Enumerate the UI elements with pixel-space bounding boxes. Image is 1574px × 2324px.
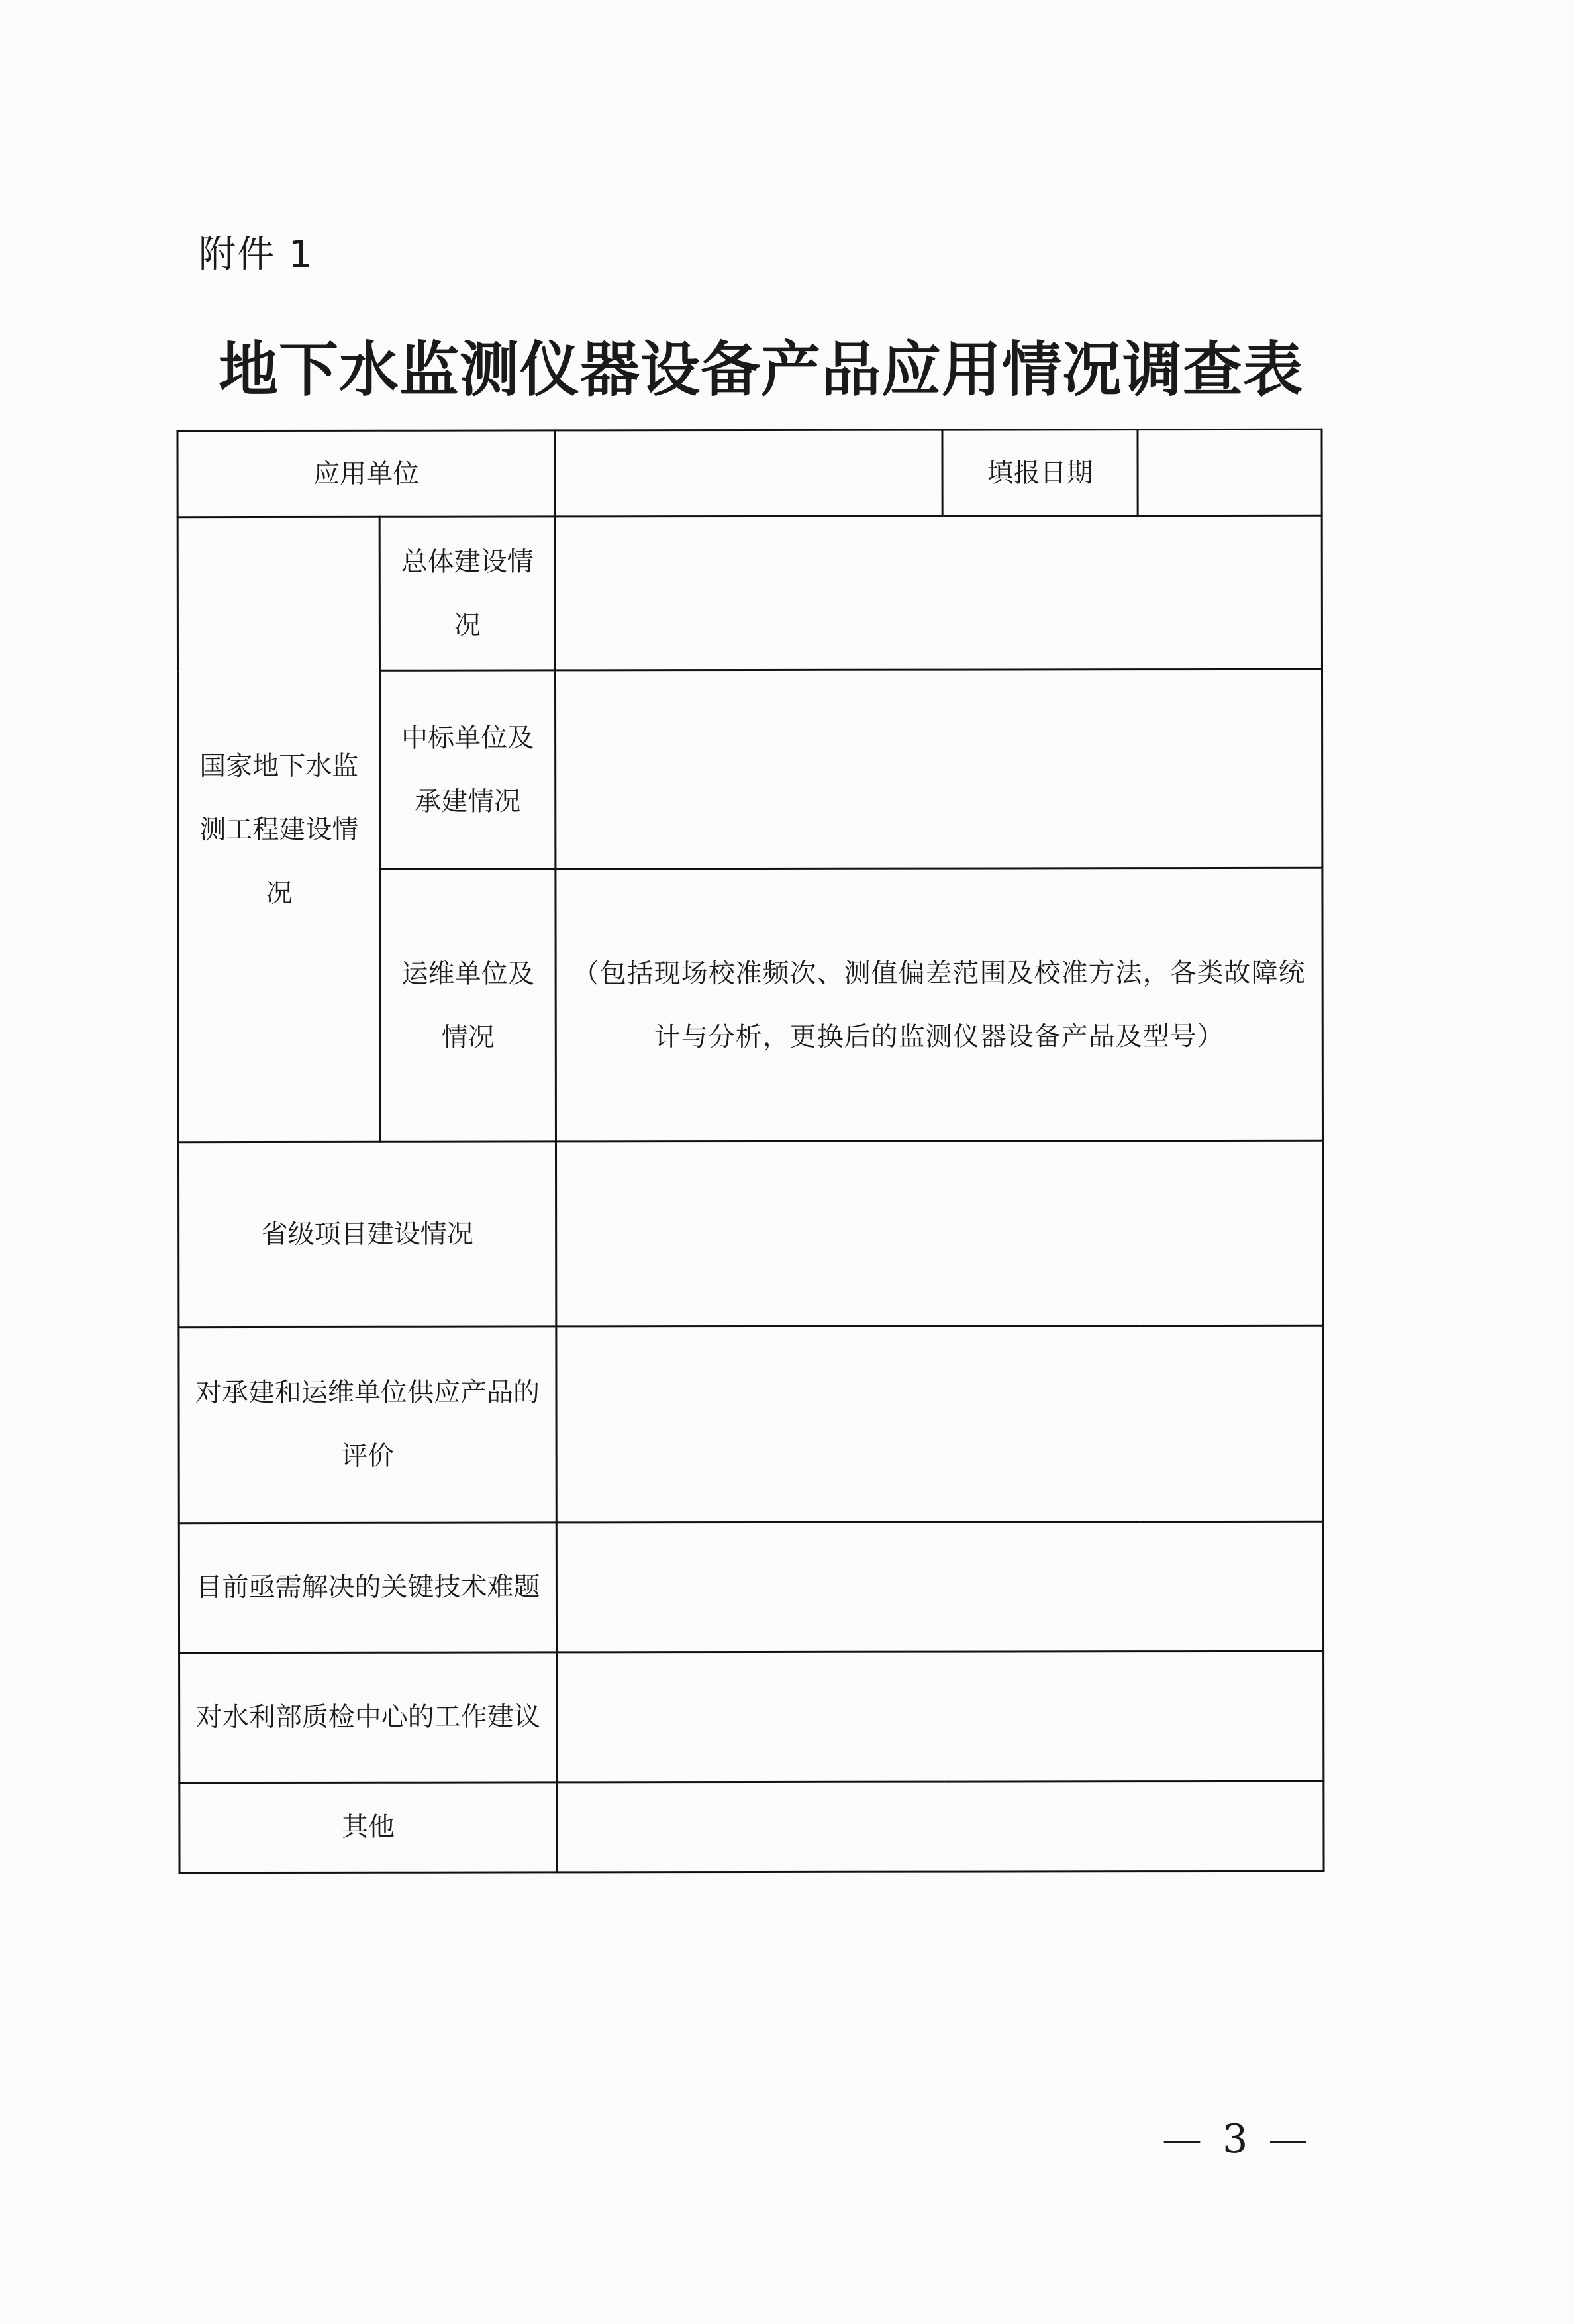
survey-form-table: [176, 429, 1324, 1874]
table-row: [178, 1141, 1322, 1327]
overall-construction-field[interactable]: [555, 515, 1322, 670]
table-row: [177, 429, 1322, 517]
table-row: [179, 1651, 1324, 1782]
key-technical-issues-field[interactable]: [556, 1521, 1323, 1652]
maintenance-field[interactable]: （包括现场校准频次、测值偏差范围及校准方法，各类故障统计与分析，更换后的监测仪器设备产品及型号）: [556, 868, 1323, 1142]
table-row: [177, 515, 1322, 671]
attachment-label: 附件 1: [199, 233, 314, 276]
provincial-project-label: 省级项目建设情况: [178, 1142, 556, 1327]
product-evaluation-field[interactable]: [556, 1325, 1323, 1523]
other-label: 其他: [179, 1782, 557, 1873]
overall-construction-label: 总体建设情况: [379, 517, 555, 670]
suggestions-label: 对水利部质检中心的工作建议: [179, 1652, 557, 1783]
other-field[interactable]: [557, 1781, 1324, 1872]
maintenance-label: 运维单位及情况: [380, 869, 556, 1142]
fill-date-field[interactable]: [1138, 429, 1322, 515]
provincial-project-field[interactable]: [556, 1141, 1322, 1327]
page-title: 地下水监测仪器设备产品应用情况调查表: [219, 334, 1303, 405]
table-row: [179, 1521, 1323, 1652]
national-project-label: 国家地下水监测工程建设情况: [177, 517, 380, 1142]
winning-bidder-label: 中标单位及承建情况: [379, 670, 555, 869]
fill-date-label: 填报日期: [942, 430, 1138, 516]
product-evaluation-label: 对承建和运维单位供应产品的评价: [179, 1326, 556, 1523]
applicant-unit-field[interactable]: [555, 430, 942, 517]
suggestions-field[interactable]: [557, 1651, 1324, 1782]
table-row: [179, 1325, 1323, 1523]
winning-bidder-field[interactable]: [555, 669, 1322, 869]
applicant-unit-label: 应用单位: [177, 430, 555, 517]
key-technical-issues-label: 目前亟需解决的关键技术难题: [179, 1523, 556, 1653]
table-row: [179, 1781, 1324, 1873]
page-number: — 3 —: [1162, 2116, 1312, 2162]
